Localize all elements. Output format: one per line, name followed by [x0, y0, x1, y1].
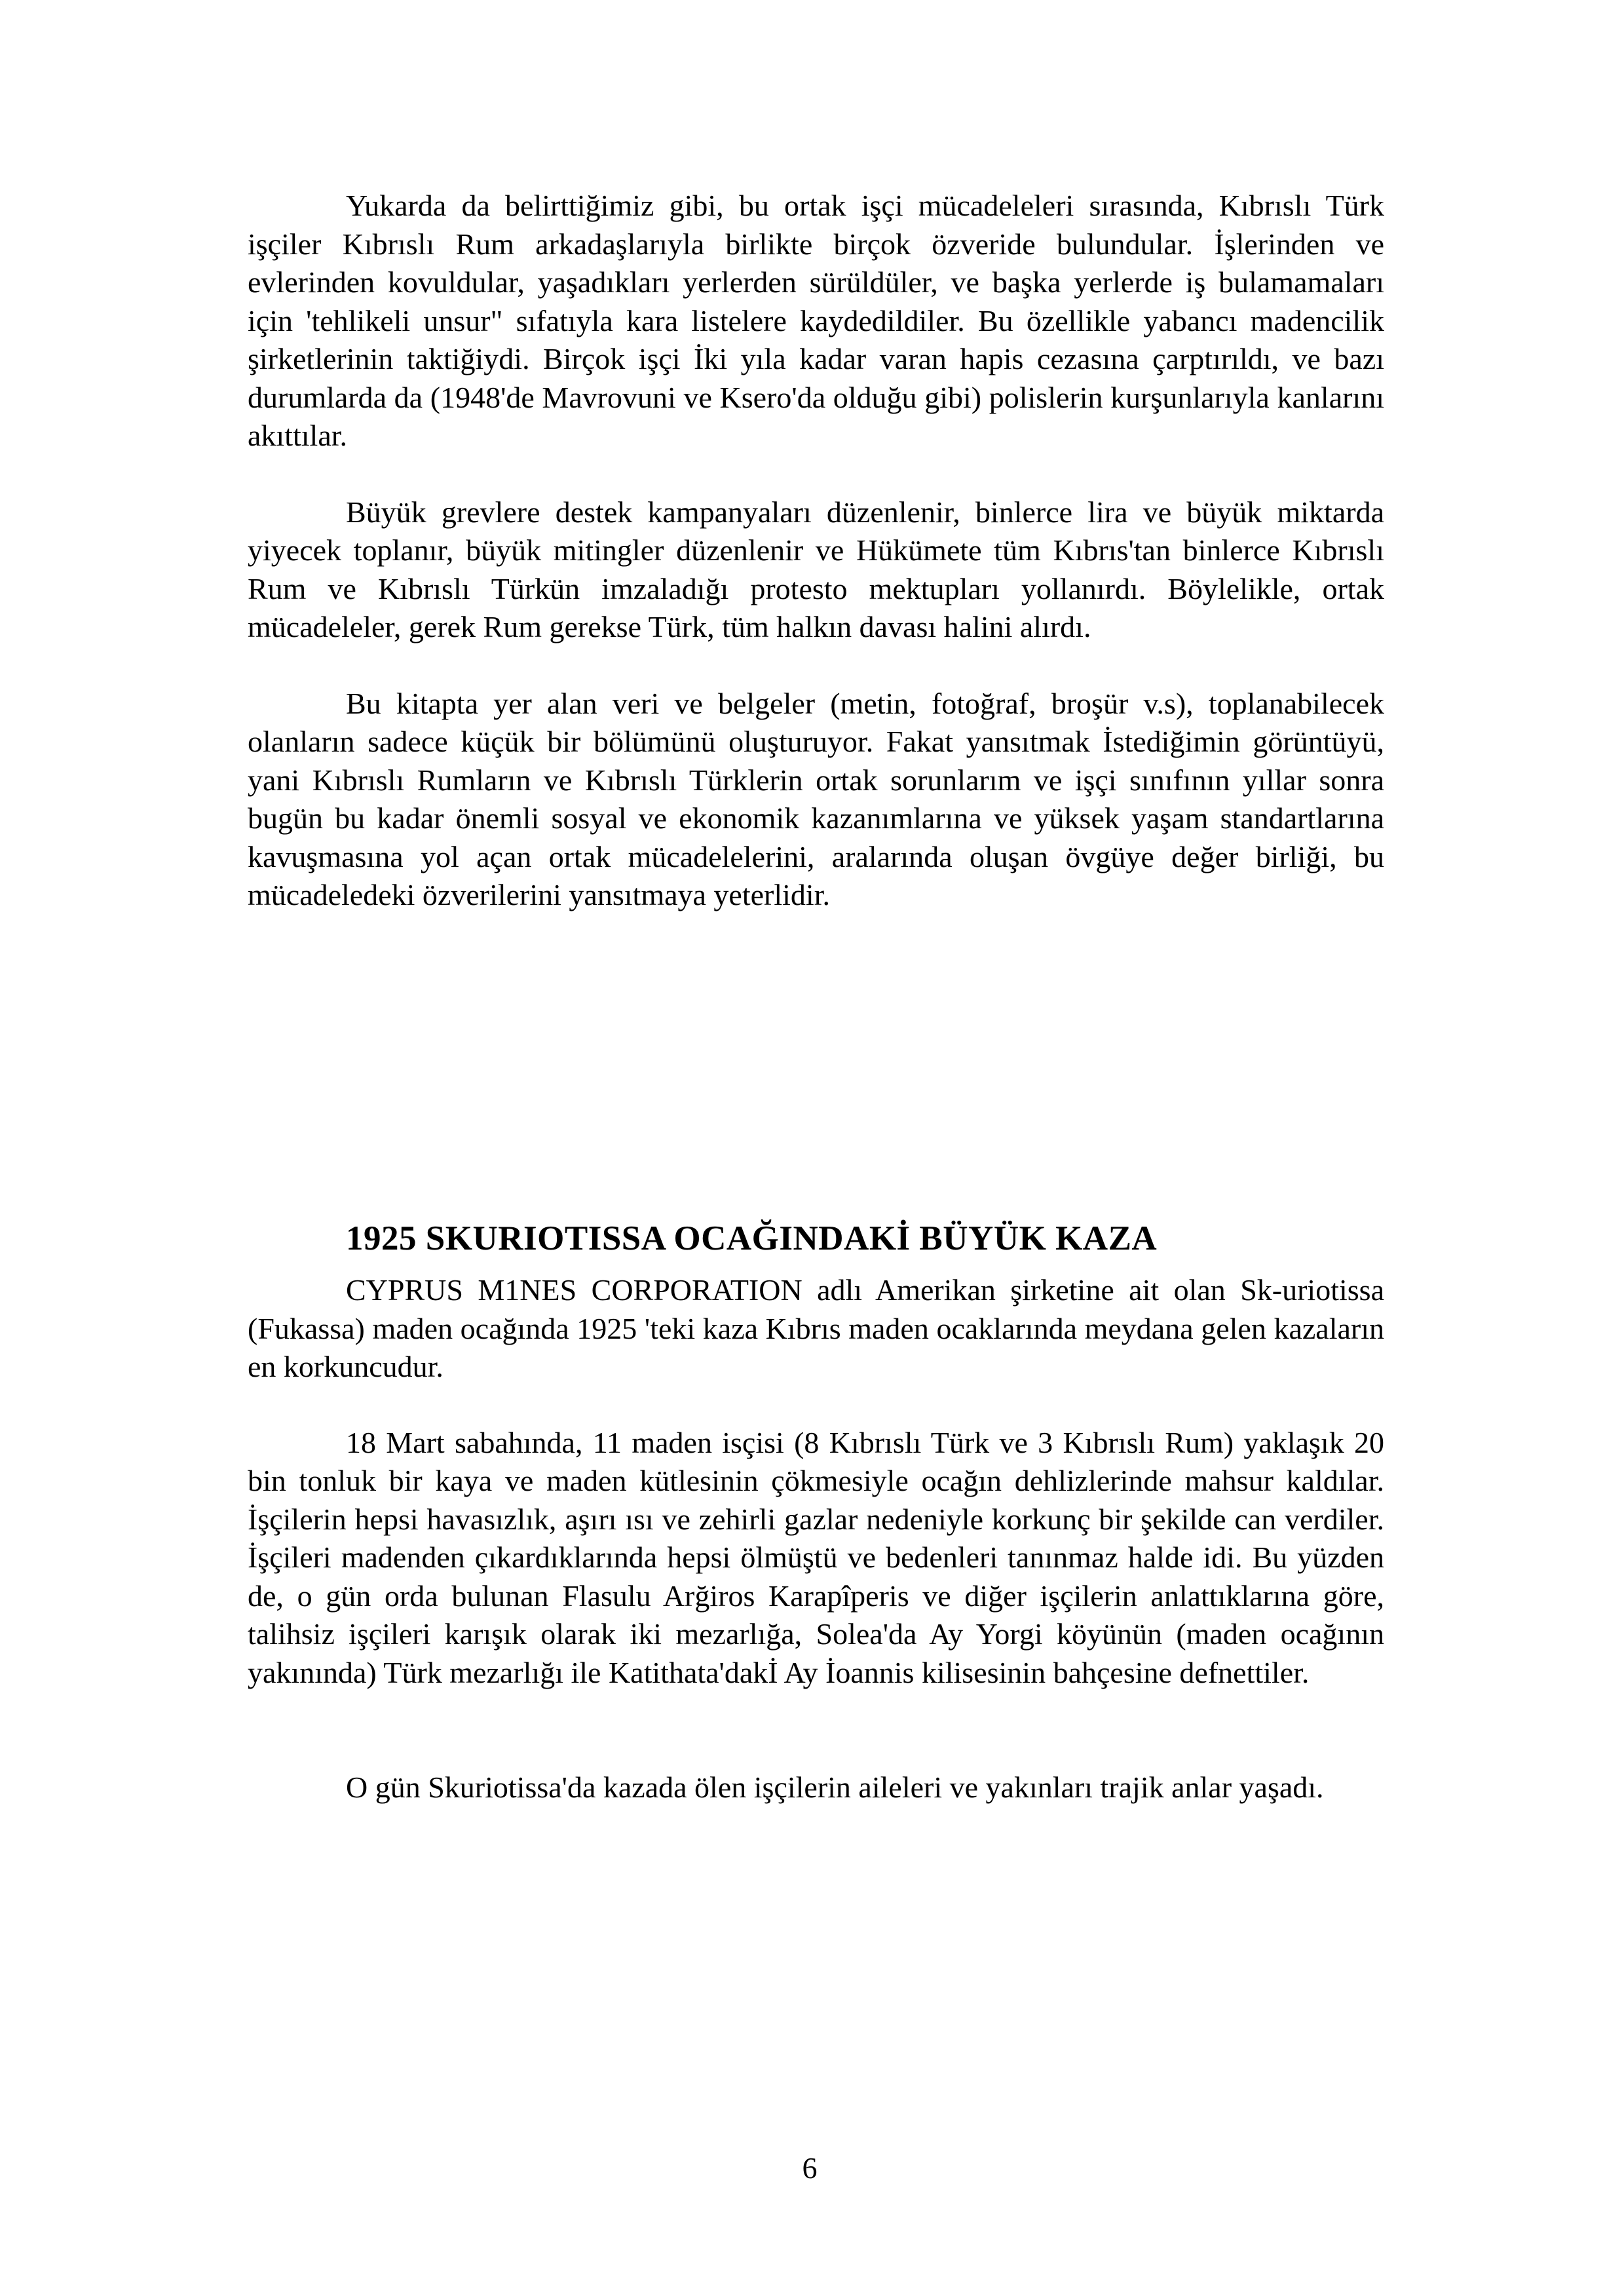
paragraph-book-sources: Bu kitapta yer alan veri ve belgeler (metin, fotoğraf, broşür v.s), toplanabilecek olanların sadece küçük bir bölümünü oluşturuyor. Fakat yansıtmak İstediğimin görüntüyü, yani Kıbrıslı Rumların ve Kıbrıslı Türklerin ortak sorunlarım ve işçi sınıfının yıllar sonra bugün bu kadar önemli sosyal ve ekonomik kazanımlarına ve yüksek yaşam standartlarına kavuşmasına yol açan ortak mücadelelerini, aralarında oluşan övgüye değer birliği, bu mücadeledeki özverilerini yansıtmaya yeterlidir. — [248, 686, 1384, 911]
document-page — [248, 187, 1384, 1804]
paragraph-march-18-collapse: 18 Mart sabahında, 11 maden isçisi (8 Kıbrıslı Türk ve 3 Kıbrıslı Rum) yaklaşık 20 bin tonluk bir kaya ve maden kütlesinin çökmesiyle ocağın dehlizlerinde mahsur kaldılar. İşçilerin hepsi havasızlık, aşırı ısı ve zehirli gazlar nedeniyle korkunç bir şekilde can verdiler. İşçileri madenden çıkardıklarında hepsi ölmüştü ve bedenleri tanınmaz halde idi. Bu yüzden de, o gün orda bulunan Flasulu Arğiros Karapîperis ve diğer işçilerin anlattıklarına göre, talihsiz işçileri karışık olarak iki mezarlığa, Solea'da Ay Yorgi köyünün (maden ocağının yakınında) Türk mezarlığı ile Katithata'dakİ Ay İoannis kilisesinin bahçesine defnettiler. — [248, 1425, 1384, 1689]
section-heading: 1925 SKURIOTISSA OCAĞINDAKİ BÜYÜK KAZA — [346, 1219, 1158, 1257]
paragraph-families-grief: O gün Skuriotissa'da kazada ölen işçilerin aileleri ve yakınları trajik anlar yaşadı. — [346, 1770, 1324, 1804]
section-skuriotissa — [248, 1271, 1384, 1807]
page-number: 6 — [802, 2151, 818, 2185]
paragraph-strike-campaigns: Büyük grevlere destek kampanyaları düzenlenir, binlerce lira ve büyük miktarda yiyecek toplanır, büyük mitingler düzenlenir ve Hükümete tüm Kıbrıs'tan binlerce Kıbrıslı Rum ve Kıbrıslı Türkün imzaladığı protesto mektupları yollanırdı. Böylelikle, ortak mücadeleler, gerek Rum gerekse Türk, tüm halkın davası halini alırdı. — [248, 495, 1384, 643]
paragraph-mine-accident-intro: CYPRUS M1NES CORPORATION adlı Amerikan şirketine ait olan Sk-uriotissa (Fukassa) maden ocağında 1925 'teki kaza Kıbrıs maden ocaklarında meydana gelen kazaların en korkuncudur. — [248, 1273, 1384, 1383]
paragraph-worker-sacrifices: Yukarda da belirttiğimiz gibi, bu ortak işçi mücadeleleri sırasında, Kıbrıslı Türk işçiler Kıbrıslı Rum arkadaşlarıyla birlikte birçok özveride bulundular. İşlerinden ve evlerinden kovuldular, yaşadıkları yerlerden sürüldüler, ve başka yerlerde iş bulamamaları için 'tehlikeli unsur" sıfatıyla kara listelere kaydedildiler. Bu özellikle yabancı madencilik şirketlerinin taktiğiydi. Birçok işçi İki yıla kadar varan hapis cezasına çarptırıldı, ve bazı durumlarda da (1948'de Mavrovuni ve Ksero'da olduğu gibi) polislerin kurşunlarıyla kanlarını akıttılar. — [248, 189, 1384, 452]
